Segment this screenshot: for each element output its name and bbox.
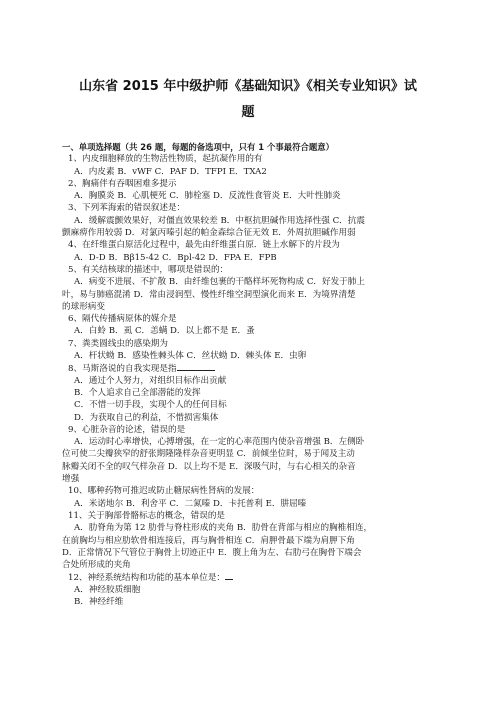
line-text: A．白蛉 B．虱 C．恙螨 D．以上都不是 E．蚤 — [74, 326, 255, 337]
section-heading — [62, 141, 432, 153]
answer-options — [62, 412, 432, 424]
text-continuation — [62, 559, 432, 571]
line-text: A．内皮素 B．vWF C．PAF D．TFPI E．TXA2 — [74, 166, 267, 177]
question-stem — [62, 424, 432, 436]
line-text: D．正常情况下气管位于胸骨上切迹正中 E．腹上角为左、右肋弓在胸骨下端会 — [62, 547, 362, 558]
line-text: 11、关于胸部骨骼标志的概念，错误的是 — [68, 510, 226, 521]
line-text: 6、隔代传播病原体的媒介是 — [68, 314, 177, 325]
line-text: 8、马斯洛说的自我实现是指 — [68, 364, 177, 375]
answer-options — [62, 596, 432, 608]
question-stem — [62, 571, 432, 583]
answer-options — [62, 276, 432, 288]
answer-options — [62, 325, 432, 337]
line-text: 颤麻痹作用较弱 D．对氯丙嗪引起的帕金森综合征无效 E．外周抗胆碱作用弱 — [62, 228, 356, 239]
question-stem — [62, 239, 432, 251]
line-text: 增强 — [62, 474, 80, 485]
line-text: 叶，易与肺癌混淆 D．常由浸润型、慢性纤维空洞型演化而来 E．为境界清楚 — [62, 289, 356, 300]
question-stem — [62, 313, 432, 325]
line-text: 1、内皮细胞释放的生物活性物质，起抗凝作用的有 — [68, 154, 263, 165]
line-text: 2、胸痛伴有吞咽困难多提示 — [68, 178, 177, 189]
line-text: 合处所形成的夹角 — [62, 560, 131, 571]
text-continuation — [62, 547, 432, 559]
line-text: 在前胸均与相应肋软骨相连接后，再与胸骨相连 C．肩胛骨最下端为肩胛下角 — [62, 535, 355, 546]
answer-options — [62, 252, 432, 264]
text-continuation — [62, 461, 432, 473]
answer-options — [62, 498, 432, 510]
text-continuation — [62, 535, 432, 547]
line-text: 一、单项选择题（共 26 题，每题的备选项中，只有 1 个事最符合题意） — [62, 142, 335, 152]
line-text: A．通过个人努力，对组织目标作出贡献 — [74, 375, 227, 386]
line-text: 位可使二尖瓣狭窄的舒张期隆隆样杂音更明显 C．前倾坐位时，易于闻及主动 — [62, 449, 355, 460]
line-text: B．神经纤维 — [74, 596, 124, 607]
answer-options — [62, 190, 432, 202]
line-text: C．不惜一切手段，实现个人的任何目标 — [74, 400, 227, 411]
line-text: A．D-D B．Bβ15-42 C．Bpl-42 D．FPA E．FPB — [74, 252, 277, 263]
question-stem — [62, 153, 432, 165]
line-text: A．杆状蚴 B．感染性棘头体 C．丝状蚴 D．棘头体 E．虫卵 — [74, 351, 307, 362]
line-text: 3、下列苯海索的错误叙述是： — [68, 203, 186, 214]
answer-options — [62, 399, 432, 411]
text-continuation — [62, 301, 432, 313]
text-continuation — [62, 289, 432, 301]
text-continuation — [62, 227, 432, 239]
line-text: D．为获取自己的利益，不惜损害集体 — [74, 412, 219, 423]
question-stem — [62, 362, 432, 374]
document-title: 山东省 2015 年中级护师《基础知识》《相关专业知识》试 — [79, 79, 417, 94]
line-text: 12、神经系统结构和功能的基本单位是： — [68, 573, 226, 584]
answer-options — [62, 350, 432, 362]
line-text: A．缓解震颤效果好，对僵直效果较差 B．中枢抗胆碱作用选择性强 C．抗震 — [74, 215, 365, 226]
answer-options — [62, 584, 432, 596]
line-text: A．病变不进展、不扩散 B．由纤维包裹的干酪样坏死物构成 C．好发于肺上 — [74, 277, 365, 288]
question-stem — [62, 202, 432, 214]
text-continuation — [62, 448, 432, 460]
text-continuation — [62, 473, 432, 485]
question-stem — [62, 510, 432, 522]
answer-blank — [177, 362, 215, 371]
line-text: 10、哪种药物可推迟或防止糖尿病性肾病的发展： — [68, 486, 260, 497]
question-list — [62, 141, 432, 608]
document-title-continued: 题 — [241, 105, 255, 120]
answer-options — [62, 375, 432, 387]
line-text: A．胸膜炎 B．心肌梗死 C．肺栓塞 D．反流性食管炎 E．大叶性肺炎 — [74, 191, 341, 202]
line-text: 脉瓣关闭不全的叹气样杂音 D．以上均不是 E．深吸气时，与右心相关的杂音 — [62, 461, 356, 472]
line-text: 5、有关结核球的描述中，哪项是错误的： — [68, 264, 229, 275]
answer-options — [62, 436, 432, 448]
answer-options — [62, 215, 432, 227]
answer-options — [62, 522, 432, 534]
line-text: A．米诺地尔 B．利舍平 C．二氮嗪 D．卡托普利 E．肼屈嗪 — [74, 498, 307, 509]
line-text: A．肋脊角为第 12 肋骨与脊柱形成的夹角 B．肋骨在背部与相应的胸椎相连， — [74, 523, 373, 534]
line-text: A．运动时心率增快，心搏增强，在一定的心率范围内使杂音增强 B．左侧卧 — [74, 437, 365, 448]
question-stem — [62, 485, 432, 497]
question-stem — [62, 178, 432, 190]
line-text: B．个人追求自己全部潜能的发挥 — [74, 387, 201, 398]
line-text: 9、心脏杂音的论述，错误的是 — [68, 424, 186, 435]
question-stem — [62, 338, 432, 350]
line-text: 4、在纤维蛋白原活化过程中，最先由纤维蛋白原．链上水解下的片段为 — [68, 240, 340, 251]
answer-blank — [225, 571, 233, 580]
answer-options — [62, 387, 432, 399]
answer-options — [62, 166, 432, 178]
line-text: A．神经胶质细胞 — [74, 584, 141, 595]
line-text: 的球形病变 — [62, 301, 105, 312]
question-stem — [62, 264, 432, 276]
line-text: 7、粪类圆线虫的感染期为 — [68, 338, 168, 349]
